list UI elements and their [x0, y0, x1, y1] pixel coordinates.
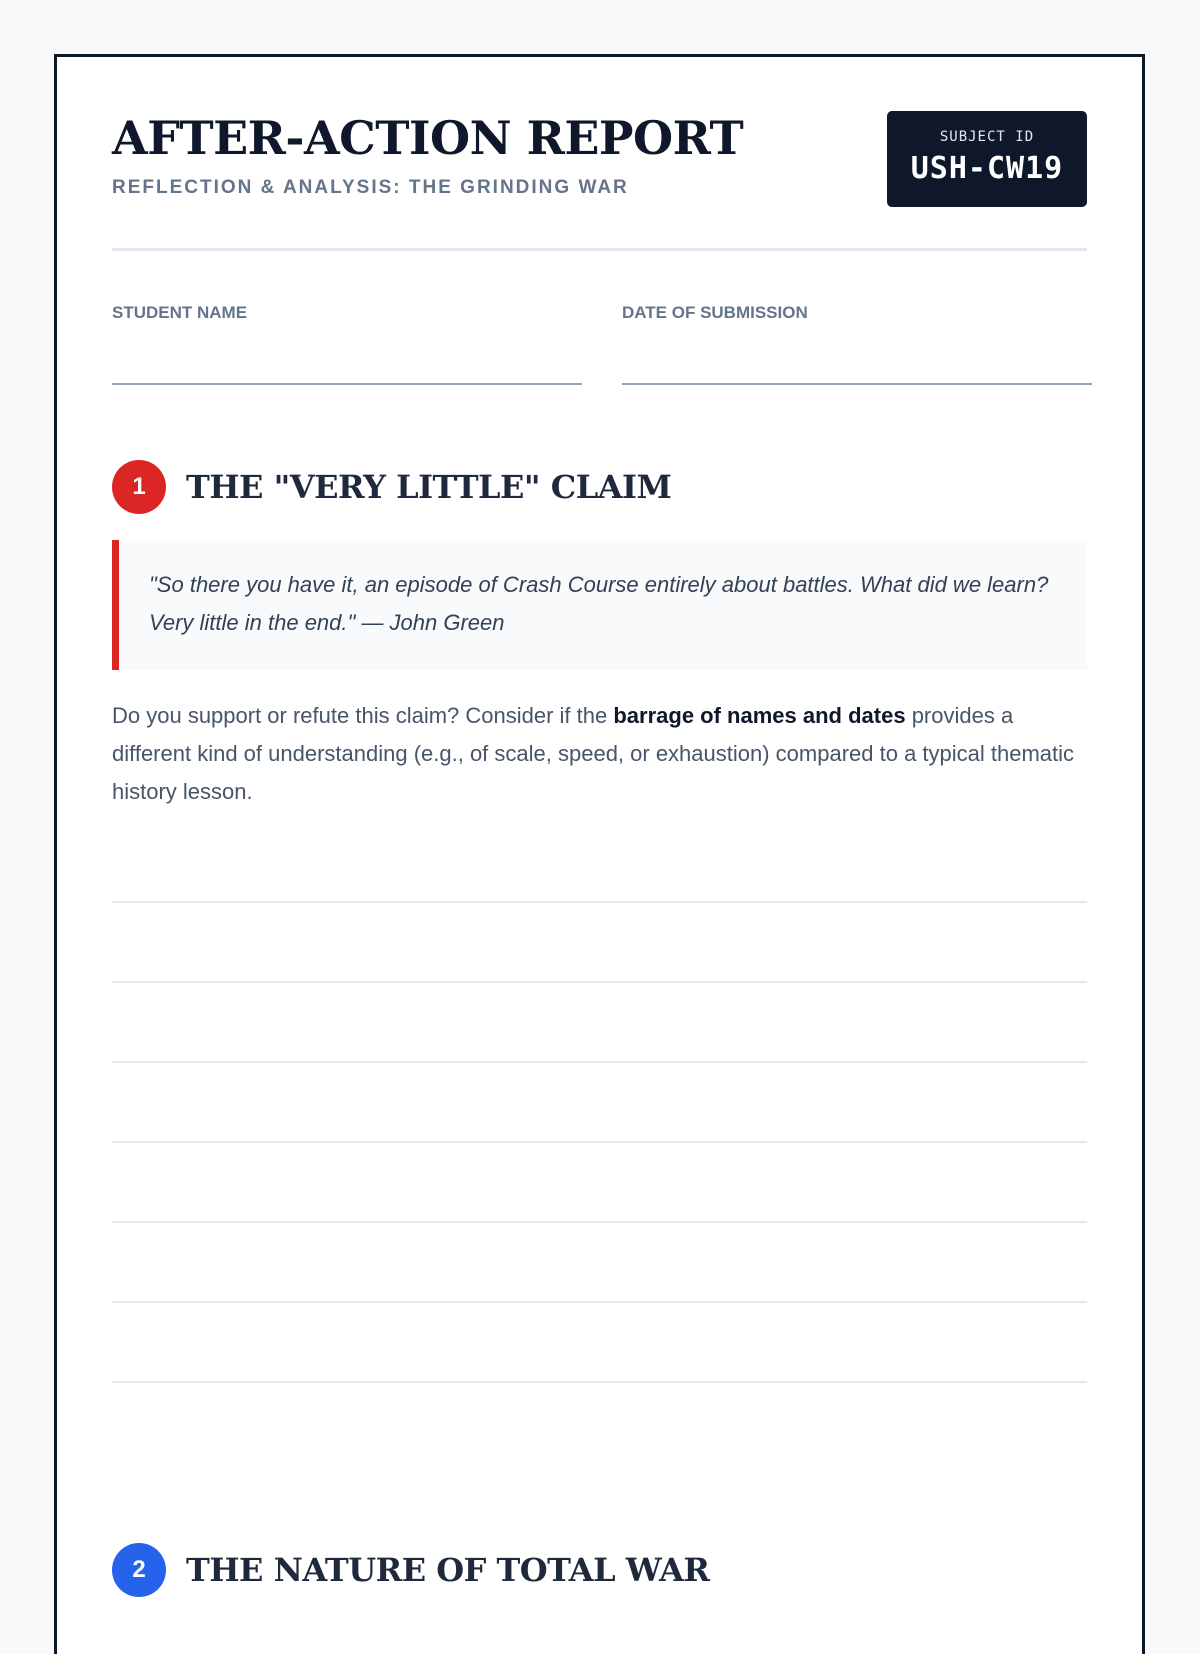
- worksheet-page: [54, 54, 1145, 1654]
- prompt-text-end: provides a different kind of understanding (e.g., of scale, speed, or exhaustion) compared to a typical thematic history lesson.: [112, 703, 1075, 804]
- prompt-text-start: Do you support or refute this claim? Consider if the: [112, 703, 614, 728]
- answer-line[interactable]: [112, 1301, 1087, 1303]
- page-subtitle: REFLECTION & ANALYSIS: THE GRINDING WAR: [112, 177, 629, 198]
- section-1-quote: "So there you have it, an episode of Crash Course entirely about battles. What did we learn? Very little in the end." — John Green: [112, 540, 1087, 670]
- student-name-label: STUDENT NAME: [112, 303, 248, 322]
- section-2-header: [112, 1543, 1092, 1597]
- subject-id-value: USH-CW19: [910, 151, 1064, 186]
- answer-line[interactable]: [112, 901, 1087, 903]
- section-1-title: THE "VERY LITTLE" CLAIM: [186, 468, 672, 506]
- answer-line[interactable]: [112, 1381, 1087, 1383]
- date-of-submission-field[interactable]: [622, 303, 1092, 323]
- student-name-line[interactable]: [112, 383, 582, 385]
- answer-line[interactable]: [112, 1141, 1087, 1143]
- section-2-title: THE NATURE OF TOTAL WAR: [186, 1551, 710, 1589]
- date-of-submission-line[interactable]: [622, 383, 1092, 385]
- answer-line[interactable]: [112, 981, 1087, 983]
- header-divider: [112, 248, 1087, 251]
- page-title: AFTER-ACTION REPORT: [112, 111, 744, 165]
- student-name-field[interactable]: [112, 303, 582, 323]
- subject-id-badge: [887, 111, 1087, 207]
- section-1-prompt: [112, 697, 1087, 811]
- section-1-number-badge: 1: [112, 460, 166, 514]
- subject-id-label: SUBJECT ID: [939, 129, 1035, 145]
- answer-line[interactable]: [112, 1061, 1087, 1063]
- prompt-emphasis: barrage of names and dates: [613, 703, 906, 728]
- answer-line[interactable]: [112, 1221, 1087, 1223]
- section-1-header: [112, 460, 1092, 514]
- section-2-number-badge: 2: [112, 1543, 166, 1597]
- date-of-submission-label: DATE OF SUBMISSION: [622, 303, 808, 322]
